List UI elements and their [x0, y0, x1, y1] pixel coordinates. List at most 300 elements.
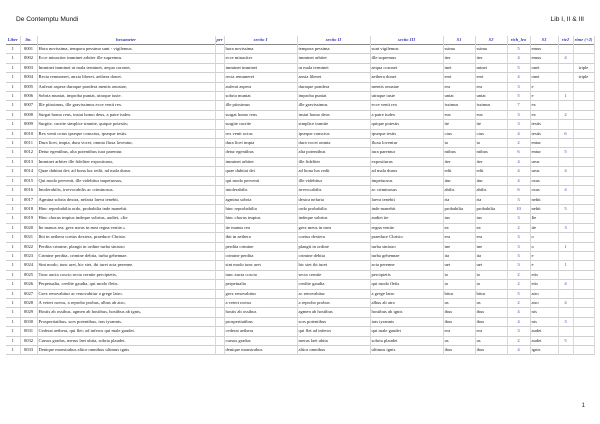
table-cell: 4	[507, 346, 530, 355]
table-cell: Ille piissimus, ille gravissimus ecce venit rex.	[37, 101, 215, 110]
table-cell: ibus	[443, 308, 475, 317]
table-cell	[573, 157, 594, 166]
table-cell: ita	[475, 251, 507, 260]
table-cell	[215, 317, 224, 326]
table-cell: 1	[6, 336, 20, 345]
table-cell: eret	[475, 73, 507, 82]
table-cell	[215, 167, 224, 176]
table-cell: ut mala terminet	[297, 63, 370, 72]
table-cell: ria	[443, 195, 475, 204]
table-cell: secta cernite	[297, 270, 370, 279]
table-cell: ille supremus	[370, 54, 443, 63]
table-cell: 3	[507, 110, 530, 119]
table-cell	[573, 82, 594, 91]
table-cell: ntibus	[475, 148, 507, 157]
table-cell	[215, 289, 224, 298]
table-cell: audet	[530, 336, 558, 345]
table-cell: ac criminosus	[370, 186, 443, 195]
table-cell: 1	[6, 280, 20, 289]
table-cell: 1	[6, 92, 20, 101]
table-row	[6, 129, 594, 138]
table-cell: 5	[507, 63, 530, 72]
table-cell: Qui modo pervenit, ille videbitur impetuosus,	[37, 176, 215, 185]
table-cell: duraque pondera	[297, 82, 370, 91]
table-cell: 1	[6, 214, 20, 223]
table-cell	[558, 176, 573, 185]
table-row	[6, 195, 594, 204]
table-cell: ad mala durus	[370, 167, 443, 176]
table-cell: urus	[530, 167, 558, 176]
table-row	[6, 223, 594, 232]
table-cell	[215, 176, 224, 185]
table-cell: eus	[475, 110, 507, 119]
table-cell: 1	[6, 204, 20, 213]
table-cell: ea	[443, 223, 475, 232]
table-cell: 0014	[20, 167, 37, 176]
table-cell: Agmina sobria dextra, nefaria laeva tenebit,	[37, 195, 215, 204]
table-cell: Surgite, currite simplice tramite, quique potestis;	[37, 120, 215, 129]
table-cell	[215, 261, 224, 270]
table-cell: ibus	[443, 317, 475, 326]
table-cell: alta potentibus	[297, 148, 370, 157]
table-cell: grex renovabitur	[224, 289, 297, 298]
table-cell: Grex renovabitur ac renovabitur a grege latro.	[37, 289, 215, 298]
table-cell: 4	[558, 186, 573, 195]
table-cell: 1	[6, 120, 20, 129]
table-cell: Hostis ab ossibus, agmen ab hostibus, hostibus ab ignis,	[37, 308, 215, 317]
table-cell: sors potentibus	[297, 317, 370, 326]
table-row	[6, 110, 594, 119]
table-cell: 1	[6, 308, 20, 317]
table-cell: 0025	[20, 270, 37, 279]
table-cell: ibus	[475, 346, 507, 355]
table-cell	[573, 45, 594, 54]
column-header: S2	[475, 36, 507, 45]
table-cell: percipietis	[370, 270, 443, 279]
table-cell: io	[475, 270, 507, 279]
table-cell: qui modo fletis	[370, 280, 443, 289]
table-cell: 0021	[20, 233, 37, 242]
table-cell	[573, 327, 594, 336]
table-cell: atro	[530, 289, 558, 298]
table-cell: qui modo pervenit	[224, 176, 297, 185]
table-row	[6, 233, 594, 242]
table-cell	[558, 82, 573, 91]
table-cell: 0015	[20, 176, 37, 185]
table-cell: 1	[558, 242, 573, 251]
table-cell: uniat	[475, 92, 507, 101]
table-cell: Perpetualia, credite gaudia, qui modo fletis.	[37, 280, 215, 289]
table-cell	[558, 346, 573, 355]
table-cell: nis	[530, 317, 558, 326]
table-cell: 1	[6, 73, 20, 82]
table-cell: auferat aspera	[224, 82, 297, 91]
table-cell: 1	[6, 233, 20, 242]
table-cell: era	[443, 82, 475, 91]
table-cell	[573, 233, 594, 242]
table-cell: era	[475, 82, 507, 91]
table-cell: hinc reprobabilia	[224, 204, 297, 213]
table-cell: expositurus	[370, 157, 443, 166]
table-cell: ibit in aethera	[224, 233, 297, 242]
table-cell: ecce minaciter	[224, 54, 297, 63]
table-cell: 5	[507, 289, 530, 298]
table-cell: inet	[443, 63, 475, 72]
table-cell: 5	[558, 204, 573, 213]
table-cell: 0029	[20, 308, 37, 317]
table-cell: Rex venit ocius ipseque conscius, ipseque testis.	[37, 129, 215, 138]
table-cell: testis	[530, 120, 558, 129]
table-cell	[573, 270, 594, 279]
table-cell: ultimus ignis	[370, 346, 443, 355]
table-cell: 1	[6, 157, 20, 166]
table-cell	[215, 101, 224, 110]
table-cell: etis	[530, 280, 558, 289]
table-cell: dextra nefaria	[297, 195, 370, 204]
table-cell: Tunc aucta coscio secta cernite percipietis,	[37, 270, 215, 279]
verse-table	[6, 36, 595, 355]
table-cell	[558, 214, 573, 223]
table-cell: 6	[507, 186, 530, 195]
table-cell: urus	[530, 157, 558, 166]
table-cell: emus	[530, 45, 558, 54]
table-row	[6, 101, 594, 110]
table-cell	[215, 82, 224, 91]
table-cell: quique potestis	[370, 120, 443, 129]
table-cell: merus laet ubita	[297, 336, 370, 345]
table-cell	[573, 298, 594, 307]
table-cell: abilis	[443, 186, 475, 195]
table-cell: itur	[443, 176, 475, 185]
table-cell: 7	[507, 101, 530, 110]
table-cell: 5	[507, 92, 530, 101]
table-cell: plangit in ordine	[297, 242, 370, 251]
table-cell: quae dubitat det	[224, 167, 297, 176]
table-cell: 0011	[20, 139, 37, 148]
table-cell: credite gaudia	[297, 280, 370, 289]
table-cell: laeva tenebit	[370, 195, 443, 204]
table-cell: simplice tramite	[297, 120, 370, 129]
table-cell: a veteri novus	[224, 298, 297, 307]
table-cell: era	[475, 233, 507, 242]
table-cell: us	[443, 336, 475, 345]
table-cell: 4	[507, 129, 530, 138]
table-cell: 1	[6, 45, 20, 54]
table-row	[6, 270, 594, 279]
table-cell: 1	[6, 63, 20, 72]
table-cell: 1	[6, 270, 20, 279]
table-cell: aequa coronet	[370, 63, 443, 72]
table-cell: hora novissima	[224, 45, 297, 54]
table-cell: improba puniat	[297, 92, 370, 101]
table-cell: 0024	[20, 261, 37, 270]
table-cell: Cursus gradus, merus laet ubita, sobria plaudet.	[37, 336, 215, 345]
table-cell: abilis	[475, 186, 507, 195]
table-cell: 1	[6, 346, 20, 355]
table-cell: 1	[6, 251, 20, 260]
table-cell: qui flet ad inferos	[297, 327, 370, 336]
table-cell	[558, 251, 573, 260]
table-cell: 1	[6, 242, 20, 251]
table-cell: ius	[443, 214, 475, 223]
table-cell: cius	[443, 129, 475, 138]
table-cell: Crimine perdita, crimine debita, turba gehennae.	[37, 251, 215, 260]
table-cell	[215, 214, 224, 223]
table-cell: e	[530, 82, 558, 91]
table-cell: 4	[558, 280, 573, 289]
table-cell: iter	[475, 54, 507, 63]
table-cell: 4	[558, 54, 573, 63]
table-cell: a patre iudex	[370, 110, 443, 119]
table-cell: Ecce minaciter imminet arbiter ille supremus.	[37, 54, 215, 63]
table-cell	[215, 327, 224, 336]
table-cell: 0001	[20, 45, 37, 54]
table-cell: Perdita crimine, plangit in ordine turba sinistro	[37, 242, 215, 251]
table-cell	[215, 157, 224, 166]
table-cell: ipseque conscius	[297, 129, 370, 138]
table-row	[6, 317, 594, 326]
table-cell: 3	[507, 195, 530, 204]
table-cell: 3	[558, 223, 573, 232]
table-cell: grex meus in mea	[297, 223, 370, 232]
table-cell: recta remuneret	[224, 73, 297, 82]
table-cell: 1	[6, 195, 20, 204]
table-cell	[573, 120, 594, 129]
table-cell	[215, 129, 224, 138]
table-cell: ipseque testis	[370, 129, 443, 138]
table-cell: 6	[507, 148, 530, 157]
table-cell: 0016	[20, 186, 37, 195]
table-cell: ille videbitur	[297, 176, 370, 185]
table-cell	[558, 101, 573, 110]
table-cell: 2	[507, 270, 530, 279]
table-cell: ac renovabitur	[297, 289, 370, 298]
table-cell: iras tyrannis	[370, 317, 443, 326]
table-cell: 3	[507, 214, 530, 223]
table-row	[6, 308, 594, 317]
column-header: sectio III	[370, 36, 443, 45]
table-cell: perpetualia	[224, 280, 297, 289]
table-cell: sobria plaudet	[370, 336, 443, 345]
table-cell	[558, 73, 573, 82]
table-cell: 3	[507, 261, 530, 270]
table-cell: ine	[475, 242, 507, 251]
table-cell: ntibus	[443, 148, 475, 157]
table-cell: crimine perdita	[224, 251, 297, 260]
table-cell: a reprobo probus	[297, 298, 370, 307]
table-cell: Hora novissima, tempora pessima sunt - vigilemus.	[37, 45, 215, 54]
table-row	[6, 148, 594, 157]
table-cell	[573, 148, 594, 157]
table-cell	[573, 176, 594, 185]
table-cell: tunc aucta coscio	[224, 270, 297, 279]
table-cell: tempora pessima	[297, 45, 370, 54]
table-cell: 10	[507, 204, 530, 213]
table-cell: 0031	[20, 327, 37, 336]
table-cell: 2	[507, 139, 530, 148]
table-cell: hinc chorus impius	[224, 214, 297, 223]
table-cell: regna venite	[370, 223, 443, 232]
table-cell	[215, 298, 224, 307]
table-cell: ex	[530, 101, 558, 110]
table-cell: 3	[507, 242, 530, 251]
table-cell: probabilia	[443, 204, 475, 213]
column-header: sectio I	[224, 36, 297, 45]
table-cell	[573, 280, 594, 289]
table-cell: 3	[507, 120, 530, 129]
table-cell: hostis ab ossibus	[224, 308, 297, 317]
table-cell: ssima	[475, 45, 507, 54]
table-cell: 5	[558, 148, 573, 157]
table-cell: Imminet imminet ut mala terminet, aequa coronet,	[37, 63, 215, 72]
table-row	[6, 280, 594, 289]
table-cell: ita	[443, 251, 475, 260]
table-cell: nebit	[530, 204, 558, 213]
table-cell: ite	[530, 223, 558, 232]
table-cell: e	[530, 251, 558, 260]
table-cell: itur	[475, 176, 507, 185]
table-cell	[573, 308, 594, 317]
table-cell: 3	[507, 82, 530, 91]
table-cell: denique monstrabus	[224, 346, 297, 355]
table-row	[6, 63, 594, 72]
table-cell: 1	[6, 129, 20, 138]
table-cell: 1	[6, 110, 20, 119]
table-cell: osus	[530, 186, 558, 195]
table-cell: 1	[6, 317, 20, 326]
table-cell: probabilia	[475, 204, 507, 213]
table-cell: acta perenne	[370, 261, 443, 270]
table-cell: Quae dubitat det; ad bona lux redit, ad mala durus.	[37, 167, 215, 176]
table-cell: testis	[530, 129, 558, 138]
table-row	[6, 261, 594, 270]
table-cell	[573, 214, 594, 223]
table-cell: 0003	[20, 63, 37, 72]
column-header: Liber	[6, 36, 20, 45]
table-cell	[558, 63, 573, 72]
table-cell: dura licet impia	[224, 139, 297, 148]
table-cell: coetus dextera	[297, 233, 370, 242]
table-cell: Hinc chorus impius indeque sobrius, audiet, «Ite	[37, 214, 215, 223]
table-cell: ia	[443, 139, 475, 148]
table-cell: edit	[443, 167, 475, 176]
table-cell: 4	[507, 157, 530, 166]
table-cell: e	[530, 261, 558, 270]
table-cell: iter	[443, 157, 475, 166]
table-cell: uniat	[443, 92, 475, 101]
table-cell	[573, 167, 594, 176]
table-cell: entur	[530, 139, 558, 148]
table-cell: atro	[530, 298, 558, 307]
table-cell: 6	[558, 129, 573, 138]
table-cell	[558, 157, 573, 166]
table-cell: 4	[507, 176, 530, 185]
table-cell: 3	[507, 251, 530, 260]
table-cell: impetuosus	[370, 176, 443, 185]
table-cell: 0022	[20, 242, 37, 251]
table-cell: emus	[530, 54, 558, 63]
table-cell: 0005	[20, 82, 37, 91]
table-cell	[215, 110, 224, 119]
table-cell: sobria muniat	[224, 92, 297, 101]
table-cell: anxia liberet	[297, 73, 370, 82]
table-cell: issimus	[475, 101, 507, 110]
table-cell: ignis	[530, 346, 558, 355]
table-cell: triple	[573, 63, 594, 72]
table-cell	[573, 242, 594, 251]
table-cell: 0002	[20, 54, 37, 63]
table-cell	[573, 186, 594, 195]
column-header: hexameter	[37, 36, 215, 45]
table-cell: turba sinistro	[370, 242, 443, 251]
table-cell: 0012	[20, 148, 37, 157]
table-cell: 1	[6, 289, 20, 298]
table-cell: 1	[6, 327, 20, 336]
table-cell	[215, 195, 224, 204]
table-body	[6, 45, 594, 355]
table-cell	[573, 195, 594, 204]
table-cell: mentis onustae	[370, 82, 443, 91]
table-cell: 4	[507, 73, 530, 82]
table-cell: ssima	[443, 45, 475, 54]
table-cell: 0010	[20, 129, 37, 138]
table-cell	[558, 233, 573, 242]
table-cell	[215, 73, 224, 82]
table-row	[6, 167, 594, 176]
table-cell: 0018	[20, 204, 37, 213]
table-row	[6, 214, 594, 223]
table-cell: osus	[530, 176, 558, 185]
table-cell: albus ab atro	[370, 298, 443, 307]
column-header: S3	[530, 36, 558, 45]
column-header: sectio II	[297, 36, 370, 45]
table-cell: ex	[530, 110, 558, 119]
table-cell: utraque iuste	[370, 92, 443, 101]
table-cell: edit	[475, 167, 507, 176]
table-cell: indeque sobrius	[297, 214, 370, 223]
table-cell: ad bona lux redit	[297, 167, 370, 176]
table-cell	[215, 186, 224, 195]
table-cell: e	[530, 92, 558, 101]
table-cell: turba gehennae	[370, 251, 443, 260]
table-cell: Detur egentibus, alta potentibus iura parentur.	[37, 148, 215, 157]
table-cell: ille fideliter	[297, 157, 370, 166]
table-cell: 1	[6, 223, 20, 232]
table-cell: 0032	[20, 336, 37, 345]
table-cell: 1	[6, 176, 20, 185]
table-row	[6, 139, 594, 148]
table-cell	[558, 120, 573, 129]
table-cell	[573, 289, 594, 298]
table-cell	[573, 346, 594, 355]
table-cell	[558, 45, 573, 54]
table-cell: 2	[507, 280, 530, 289]
table-cell	[558, 270, 573, 279]
table-cell: 3	[558, 317, 573, 326]
table-cell: inde manebit	[370, 204, 443, 213]
table-cell: 0028	[20, 298, 37, 307]
table-cell: 2	[507, 298, 530, 307]
table-row	[6, 157, 594, 166]
table-cell: Sint modo, tunc aret, hic stet, ibi iuret acta perenne.	[37, 261, 215, 270]
table-cell	[558, 308, 573, 317]
table-cell: Recta remuneret, anxia liberet, aethera donet.	[37, 73, 215, 82]
table-cell	[573, 251, 594, 260]
table-row	[6, 289, 594, 298]
table-cell	[215, 63, 224, 72]
table-cell	[573, 204, 594, 213]
table-cell: ia	[443, 280, 475, 289]
